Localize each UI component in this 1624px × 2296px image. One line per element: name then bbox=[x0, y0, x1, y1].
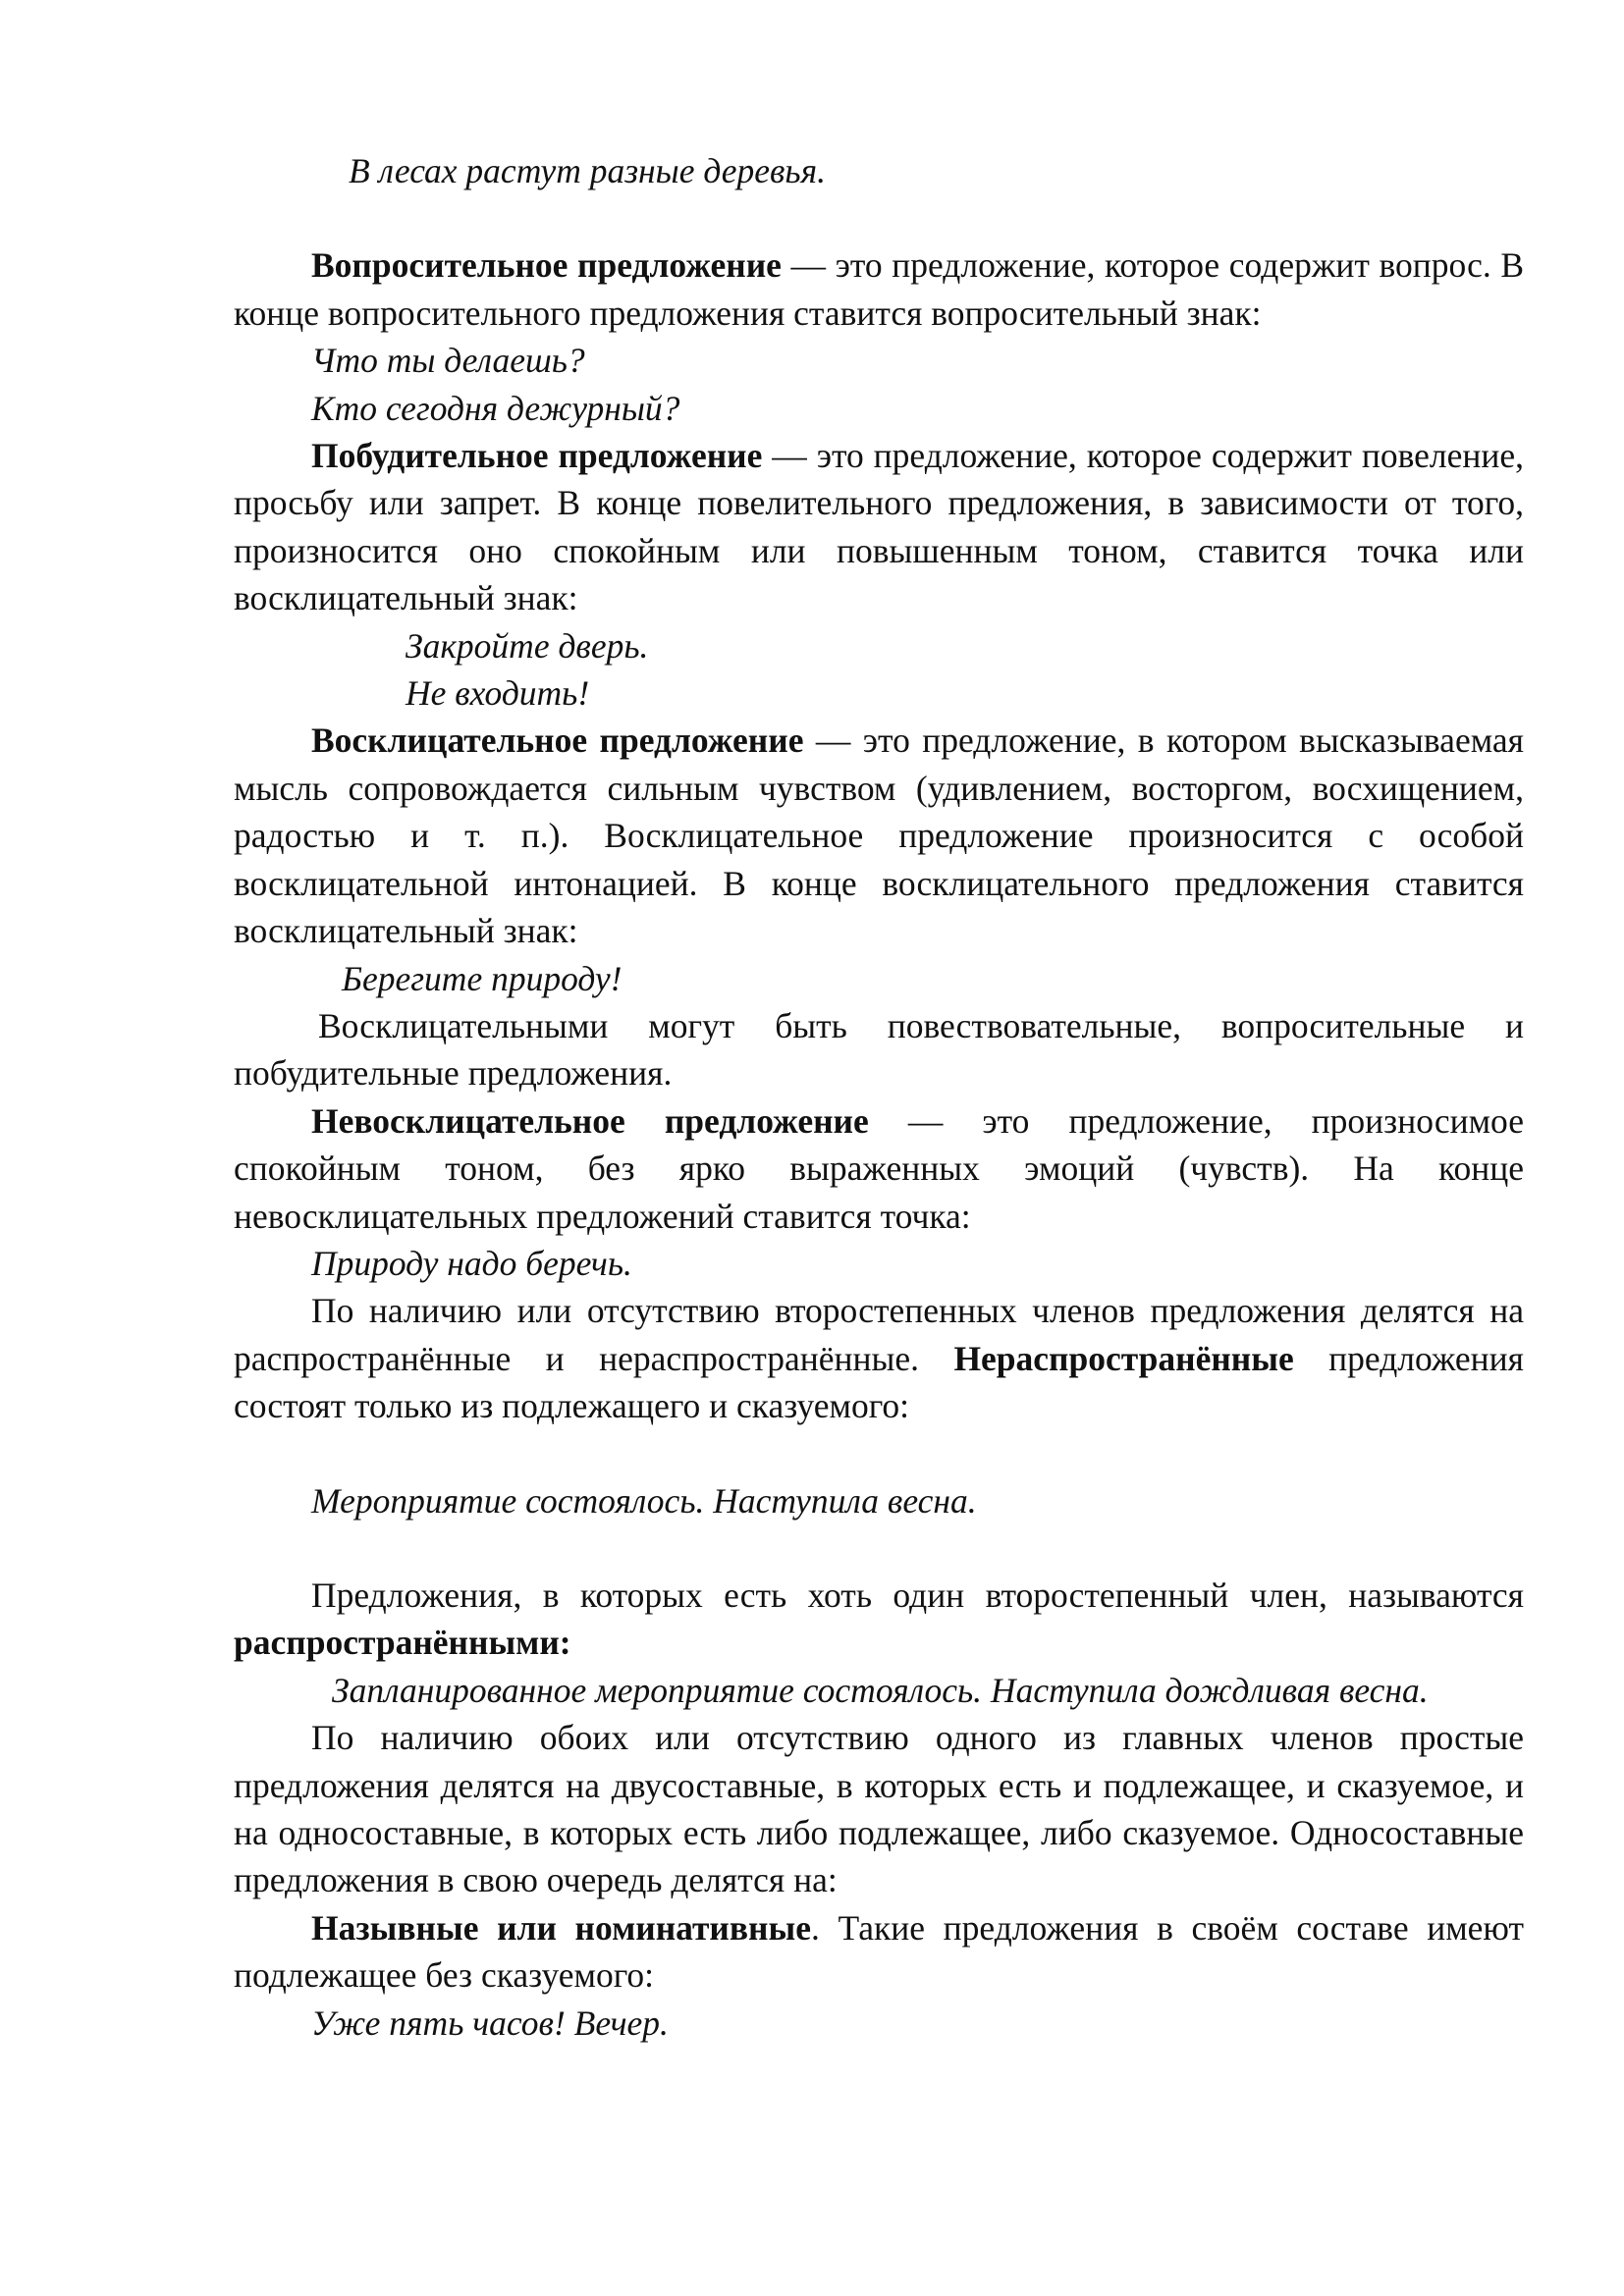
term-imperative: Побудительное предложение bbox=[311, 436, 763, 476]
example-exclamatory: Берегите природу! bbox=[342, 958, 623, 998]
term-question: Вопросительное предложение bbox=[311, 245, 782, 286]
spacer bbox=[234, 194, 1524, 241]
term-nominative: Назывные или номинативные bbox=[311, 1907, 811, 1948]
paragraph-extended bbox=[234, 1572, 1524, 1667]
paragraph-imperative bbox=[234, 432, 1524, 622]
paragraph-nonexclamatory bbox=[234, 1097, 1524, 1240]
example-imperative-1: Закройте дверь. bbox=[406, 625, 649, 666]
document-page bbox=[234, 147, 1524, 2047]
example-extended: Запланированное мероприятие состоялось. Наступила дождливая весна. bbox=[332, 1670, 1429, 1710]
spacer bbox=[234, 1524, 1524, 1572]
paragraph-question-text: — это предложение, которое содержит вопрос. В конце вопросительного предложения ставится вопросительный знак: bbox=[234, 245, 1525, 333]
example-nominative: Уже пять часов! Вечер. bbox=[311, 2002, 669, 2043]
example-question-2: Кто сегодня дежурный? bbox=[311, 388, 680, 428]
example-imperative-2: Не входить! bbox=[406, 673, 590, 714]
paragraph-imperative-text: — это предложение, которое содержит повеление, просьбу или запрет. В конце повелительного предложения, в зависимости от того, произносится оно спокойным или повышенным тоном, ставится точка или восклицательный знак: bbox=[234, 436, 1524, 618]
paragraph-nominative bbox=[234, 1904, 1524, 2000]
term-exclamatory: Восклицательное предложение bbox=[311, 721, 804, 761]
example-nonexclamatory: Природу надо беречь. bbox=[311, 1243, 632, 1283]
term-nonexclamatory: Невосклицательное предложение bbox=[311, 1100, 869, 1141]
paragraph-exclamatory bbox=[234, 717, 1524, 954]
paragraph-question bbox=[234, 241, 1524, 337]
term-extended: распространёнными: bbox=[234, 1623, 571, 1663]
paragraph-secondary-text-before: По наличию или отсутствию второстепенных членов предложения делятся на распространённые и нераспространённые. bbox=[234, 1291, 1524, 1378]
paragraph-secondary-members bbox=[234, 1287, 1524, 1429]
paragraph-exclamatory-text: — это предложение, в котором высказываемая мысль сопровождается сильным чувством (удивлением, восторгом, восхищением, радостью и т. п.). Восклицательное предложение произносится с особой восклицательной интонацией. В конце восклицательного предложения ставится восклицательный знак: bbox=[234, 721, 1525, 951]
paragraph-secondary-text-after: предложения состоят только из подлежащего и сказуемого: bbox=[234, 1338, 1524, 1426]
paragraph-nonexclamatory-text: — это предложение, произносимое спокойным тоном, без ярко выраженных эмоций (чувств). На конце невосклицательных предложений ставится точка: bbox=[234, 1100, 1524, 1236]
paragraph-extended-text: Предложения, в которых есть хоть один второстепенный член, называются bbox=[311, 1575, 1524, 1615]
term-unextended: Нераспространённые bbox=[953, 1338, 1294, 1378]
paragraph-nominative-text: . Такие предложения в своём составе имеют подлежащее без сказуемого: bbox=[234, 1907, 1524, 1996]
example-unextended: Мероприятие состоялось. Наступила весна. bbox=[311, 1480, 977, 1521]
paragraph-exclamatory-note: Восклицательными могут быть повествовательные, вопросительные и побудительные предложения. bbox=[234, 1005, 1524, 1094]
paragraph-main-members: По наличию обоих или отсутствию одного из главных членов простые предложения делятся на двусоставные, в которых есть и подлежащее, и сказуемое, и на односоставные, в которых есть либо подлежащее, либо сказуемое. Односоставные предложения в свою очередь делятся на: bbox=[234, 1718, 1524, 1900]
spacer bbox=[234, 1430, 1524, 1477]
example-question-1: Что ты делаешь? bbox=[311, 341, 585, 381]
example-forests: В лесах растут разные деревья. bbox=[349, 151, 826, 190]
